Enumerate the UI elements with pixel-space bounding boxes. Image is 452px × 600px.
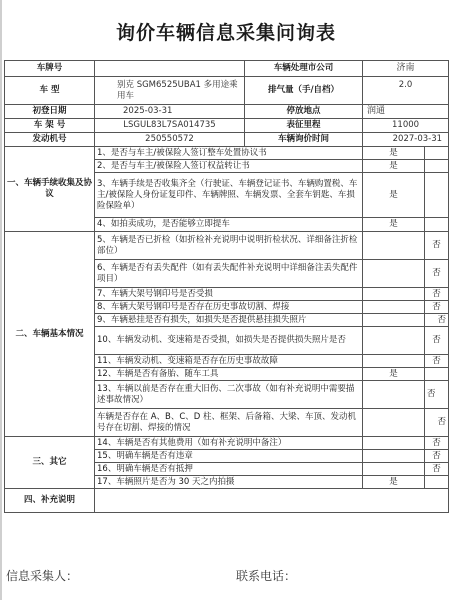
question-text: 3、车辆手续是否收集齐全（行驶证、车辆登记证书、车辆购置税、车主/被保险人身份证复印件、车辆牌照、车辆发票、全套车钥匙、车损险保险单） (95, 173, 363, 218)
question-answer-yes[interactable] (363, 450, 425, 463)
engine-label: 发动机号 (5, 133, 95, 147)
question-text: 10、车辆发动机、变速箱是否受损，如损失是否提供损失照片是否 (95, 327, 363, 355)
supplement-row (5, 489, 449, 513)
inquiry-time-value[interactable]: 2027-03-31 (363, 133, 449, 147)
question-text: 7、车辆大架号钢印号是否受损 (95, 288, 363, 301)
question-answer-yes[interactable] (363, 355, 425, 368)
mileage-value[interactable]: 11000 (363, 119, 449, 133)
question-text: 2、是否与车主/被保险人签订权益转让书 (95, 160, 363, 173)
question-answer[interactable]: 否 (425, 381, 449, 409)
question-answer[interactable]: 否 (425, 409, 449, 437)
question-text: 16、明确车辆是否有抵押 (95, 463, 363, 476)
question-answer[interactable]: 否 (425, 463, 449, 476)
parking-value[interactable]: 润通 (363, 105, 449, 119)
question-answer-yes[interactable] (363, 314, 425, 327)
vin-value[interactable]: LSGUL83L7SA014735 (95, 119, 245, 133)
question-answer-no[interactable] (425, 160, 449, 173)
question-text: 17、车辆照片是否为 30 天之内拍摄 (95, 476, 363, 489)
question-answer[interactable]: 是 (363, 476, 425, 489)
question-text: 15、明确车辆是否有违章 (95, 450, 363, 463)
form-title: 询价车辆信息采集问询表 (115, 22, 336, 44)
supplement-field[interactable] (95, 489, 449, 513)
question-answer-no[interactable] (425, 218, 449, 232)
question-answer[interactable]: 是 (363, 173, 425, 218)
question-text: 8、车辆大架号钢印号是否存在历史事故切割、焊接 (95, 301, 363, 314)
company-value[interactable]: 济南 (363, 61, 449, 77)
question-text: 5、车辆是否已折检（如折检补充说明中说明折检状况、详细备注折检部位） (95, 232, 363, 260)
question-answer-no[interactable] (425, 173, 449, 218)
question-text: 14、车辆是否有其他费用（如有补充说明中备注） (95, 437, 363, 450)
model-label: 车 型 (5, 77, 95, 105)
question-row (5, 147, 449, 160)
row-plate (5, 61, 449, 77)
question-answer-yes[interactable] (363, 327, 425, 355)
question-answer[interactable]: 是 (363, 160, 425, 173)
section-4-label: 四、补充说明 (5, 489, 95, 513)
question-answer[interactable]: 否 (425, 260, 449, 288)
question-row (5, 437, 449, 450)
question-text: 1、是否与车主/被保险人签订整车处置协议书 (95, 147, 363, 160)
question-text: 4、如拍卖成功，是否能够立即提车 (95, 218, 363, 232)
question-answer[interactable]: 否 (425, 355, 449, 368)
question-text: 11、车辆发动机、变速箱是否存在历史事故故障 (95, 355, 363, 368)
row-engine (5, 133, 449, 147)
plate-value[interactable] (95, 61, 245, 77)
reg-date-label: 初登日期 (5, 105, 95, 119)
question-answer-no[interactable] (425, 147, 449, 160)
displacement-value[interactable]: 2.0 (363, 77, 449, 105)
section-1-label: 一、车辆手续收集及协议 (5, 147, 95, 232)
collector-label: 信息采集人： (6, 569, 79, 583)
row-vin (5, 119, 449, 133)
company-label: 车辆处理市公司 (245, 61, 363, 77)
question-answer[interactable]: 否 (425, 301, 449, 314)
section-3-label: 三、其它 (5, 437, 95, 489)
question-answer-yes[interactable] (363, 463, 425, 476)
question-answer[interactable]: 否 (425, 327, 449, 355)
question-answer-yes[interactable] (363, 288, 425, 301)
question-text: 车辆是否存在 A、B、C、D 柱、框架、后备箱、大梁、车顶、发动机号存在切割、焊接的情况 (95, 409, 363, 437)
question-answer[interactable]: 否 (425, 288, 449, 301)
question-text: 6、车辆是否有丢失配件（如有丢失配件补充说明中详细备注丢失配件项目） (95, 260, 363, 288)
question-row (5, 232, 449, 260)
question-text: 13、车辆以前是否存在重大旧伤、二次事故（如有补充说明中需要描述事故情况） (95, 381, 363, 409)
question-answer-yes[interactable] (363, 437, 425, 450)
question-answer[interactable]: 否 (425, 450, 449, 463)
question-answer[interactable]: 是 (363, 147, 425, 160)
question-answer-yes[interactable] (363, 260, 425, 288)
question-answer[interactable]: 否 (425, 314, 449, 327)
question-answer-yes[interactable] (363, 232, 425, 260)
question-answer[interactable]: 否 (425, 232, 449, 260)
reg-date-value[interactable]: 2025-03-31 (95, 105, 245, 119)
section-2-label: 二、车辆基本情况 (5, 232, 95, 437)
inquiry-time-label: 车辆询价时间 (245, 133, 363, 147)
inquiry-table (4, 60, 449, 513)
question-answer-yes[interactable] (363, 381, 425, 409)
parking-label: 停放地点 (245, 105, 363, 119)
model-value[interactable]: 别克 SGM6525UBA1 多用途乘用车 (95, 77, 245, 105)
displacement-label: 排气量（手/自档） (245, 77, 363, 105)
question-answer-no[interactable] (425, 368, 449, 381)
question-answer[interactable]: 是 (363, 218, 425, 232)
question-answer[interactable]: 否 (425, 437, 449, 450)
question-answer-yes[interactable] (363, 301, 425, 314)
row-reg-date (5, 105, 449, 119)
page-edge-line (0, 0, 2, 600)
plate-label: 车牌号 (5, 61, 95, 77)
row-model (5, 77, 449, 105)
question-text: 9、车辆悬挂是否有损失，如损失是否提供悬挂损失照片 (95, 314, 363, 327)
question-answer-no[interactable] (425, 476, 449, 489)
question-answer[interactable]: 是 (363, 368, 425, 381)
question-answer-yes[interactable] (363, 409, 425, 437)
engine-value[interactable]: 250550572 (95, 133, 245, 147)
vin-label: 车 架 号 (5, 119, 95, 133)
question-text: 12、车辆是否有备胎、随车工具 (95, 368, 363, 381)
mileage-label: 表征里程 (245, 119, 363, 133)
phone-label: 联系电话： (236, 569, 297, 583)
